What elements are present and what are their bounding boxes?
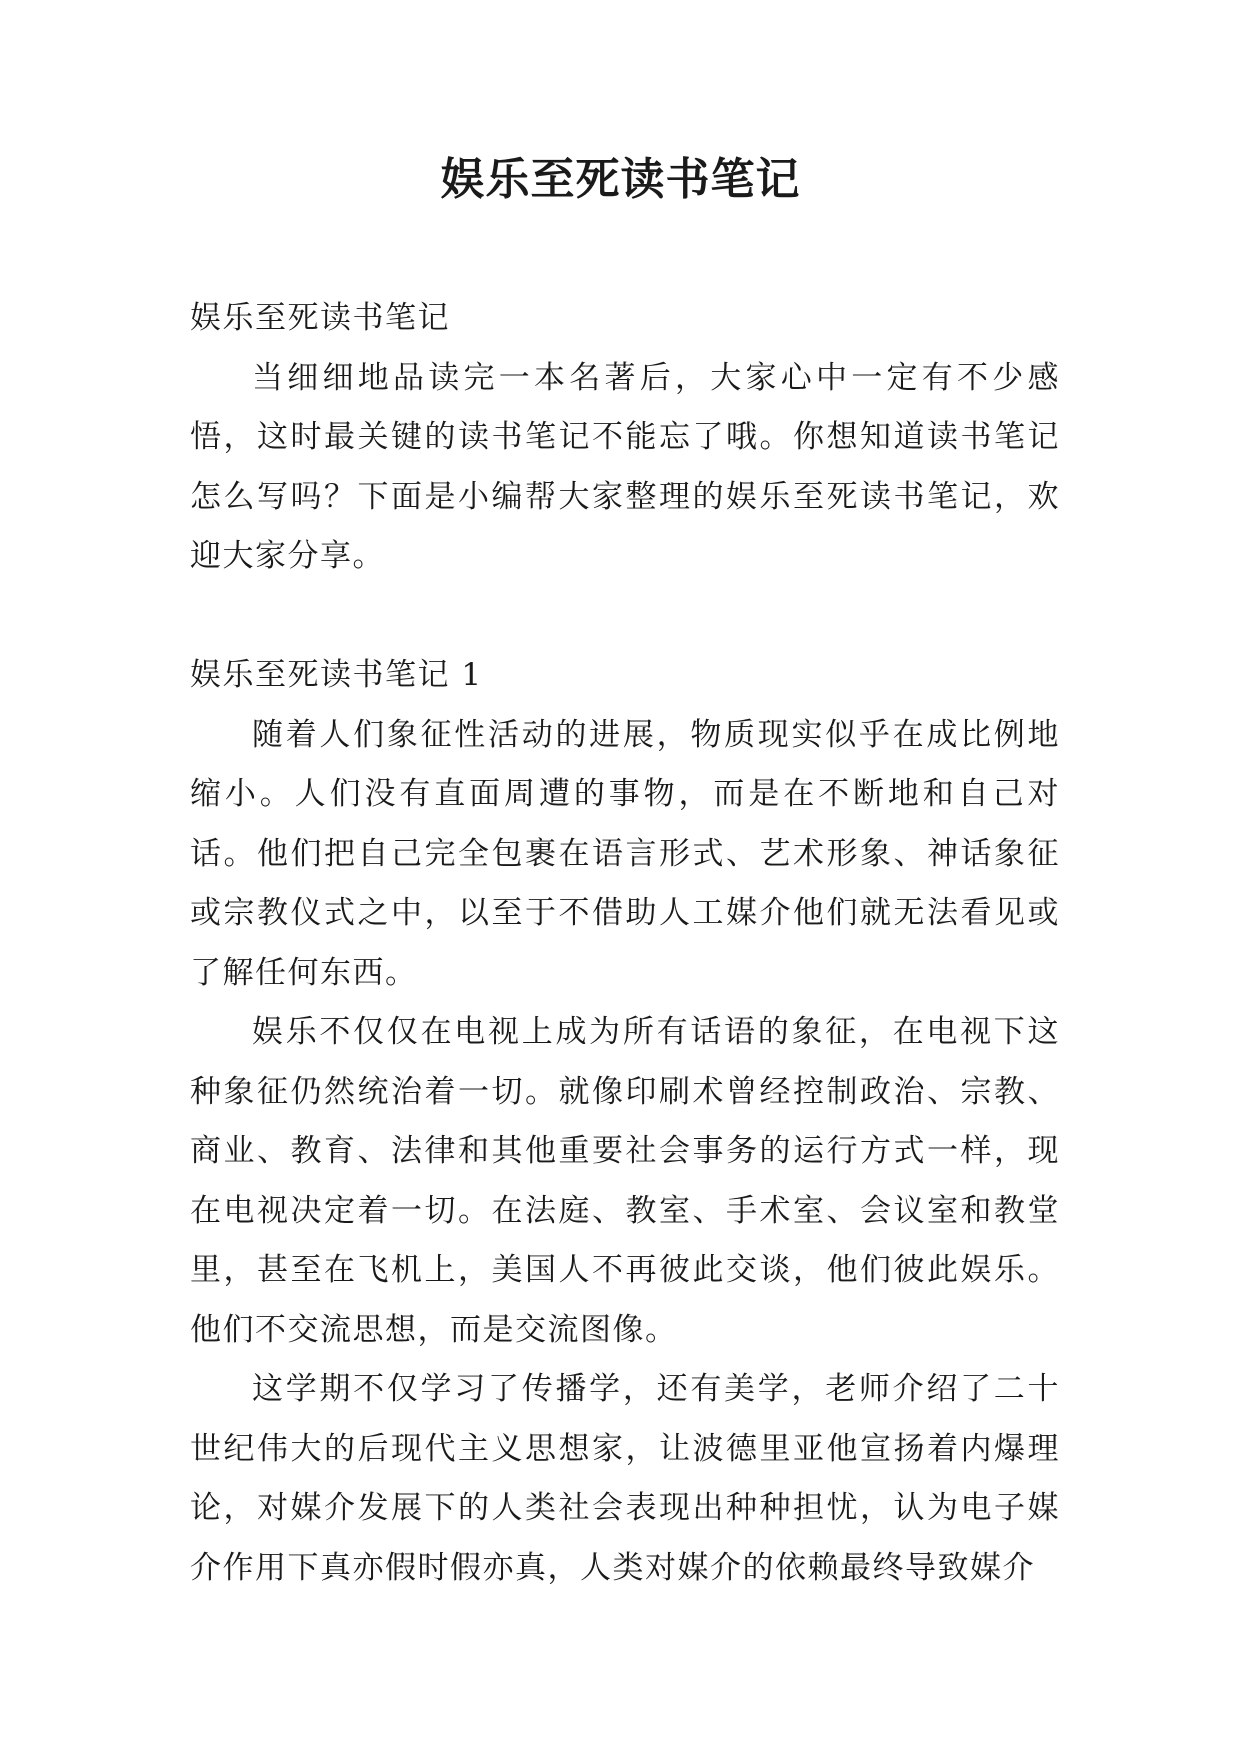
page-title: 娱乐至死读书笔记	[440, 154, 801, 205]
document-body	[190, 289, 1060, 1598]
intro-heading: 娱乐至死读书笔记	[190, 300, 450, 336]
section-1-paragraph-2: 娱乐不仅仅在电视上成为所有话语的象征，在电视下这种象征仍然统治着一切。就像印刷术曾经控制政治、宗教、商业、教育、法律和其他重要社会事务的运行方式一样，现在电视决定着一切。在法庭、教室、手术室、会议室和教堂里，甚至在飞机上，美国人不再彼此交谈，他们彼此娱乐。他们不交流思想，而是交流图像。	[190, 1014, 1060, 1348]
section-1-paragraph-3: 这学期不仅学习了传播学，还有美学，老师介绍了二十世纪伟大的后现代主义思想家，让波德里亚他宣扬着内爆理论，对媒介发展下的人类社会表现出种种担忧，认为电子媒介作用下真亦假时假亦真，人类对媒介的依赖最终导致媒介	[190, 1371, 1060, 1586]
section-1-heading: 娱乐至死读书笔记 1	[190, 657, 483, 693]
intro-paragraph: 当细细地品读完一本名著后，大家心中一定有不少感悟，这时最关键的读书笔记不能忘了哦。你想知道读书笔记怎么写吗？下面是小编帮大家整理的娱乐至死读书笔记，欢迎大家分享。	[190, 359, 1060, 574]
section-spacer	[190, 587, 1060, 647]
section-1-paragraph-1: 随着人们象征性活动的进展，物质现实似乎在成比例地缩小。人们没有直面周遭的事物，而是在不断地和自己对话。他们把自己完全包裹在语言形式、艺术形象、神话象征或宗教仪式之中，以至于不借助人工媒介他们就无法看见或了解任何东西。	[190, 716, 1060, 991]
